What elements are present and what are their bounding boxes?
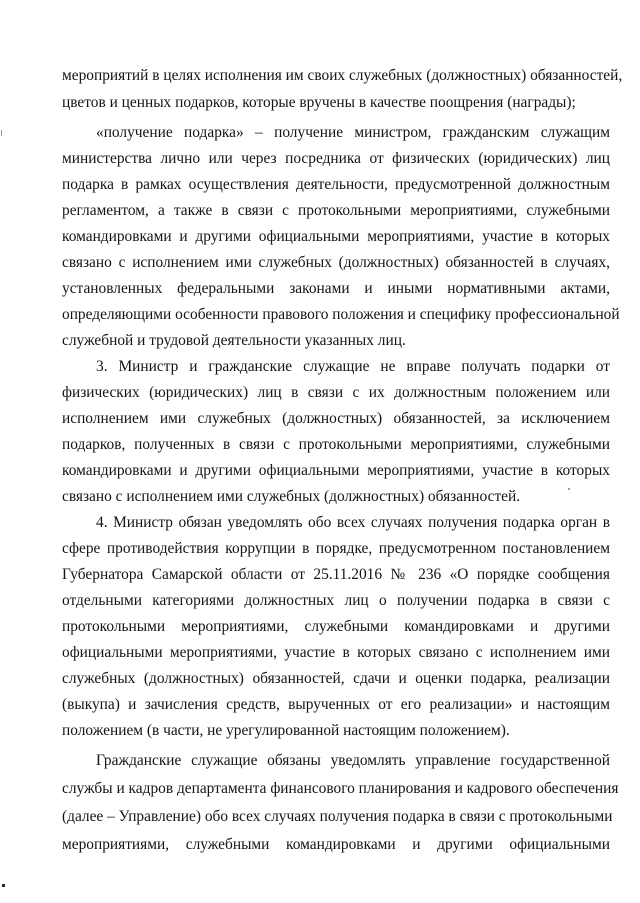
text-line: подарка в рамках осуществления деятельности, предусмотренной должностным (62, 176, 610, 193)
text-line: регламентом, а также в связи с протокольными мероприятиями, служебными (62, 202, 610, 219)
text-line: министерства лично или через посредника от физических (юридических) лиц (62, 150, 610, 167)
text-line: установленных федеральными законами и иными нормативными актами, (62, 280, 610, 297)
text-line: физических (юридических) лиц в связи с их должностным положением или (62, 384, 610, 401)
scan-artifact (568, 488, 570, 490)
text-line: исполнением ими служебных (должностных) обязанностей, за исключением (62, 410, 610, 427)
text-line: мероприятиями, служебными командировками и другими официальными (62, 836, 610, 853)
text-line: 4. Министр обязан уведомлять обо всех случаях получения подарка орган в (96, 514, 610, 531)
text-line: протокольными мероприятиями, служебными командировками и другими (62, 618, 610, 635)
text-line: (далее – Управление) обо всех случаях получения подарка в связи с протокольными (62, 808, 613, 825)
text-line: (выкупа) и зачисления средств, вырученных от его реализации» и настоящим (62, 696, 610, 713)
scan-artifact (2, 884, 5, 887)
text-line: «получение подарка» – получение министром, гражданским служащим (96, 124, 610, 141)
text-line: сфере противодействия коррупции в порядке, предусмотренном постановлением (62, 540, 610, 557)
text-line: Гражданские служащие обязаны уведомлять управление государственной (96, 752, 610, 769)
text-line: служебных (должностных) обязанностей, сдачи и оценки подарка, реализации (62, 670, 610, 687)
text-line: связано с исполнением ими служебных (должностных) обязанностей. (62, 488, 521, 505)
text-line: цветов и ценных подарков, которые вручены в качестве поощрения (награды); (62, 94, 576, 111)
text-line: служебной и трудовой деятельности указанных лиц. (62, 332, 406, 349)
text-line: положением (в части, не урегулированной настоящим положением). (62, 722, 510, 739)
text-line: подарков, полученных в связи с протокольными мероприятиями, служебными (62, 436, 610, 453)
scan-artifact (1, 130, 2, 136)
text-line: официальными мероприятиями, участие в которых связано с исполнением ими (62, 644, 610, 661)
text-line: отдельными категориями должностных лиц о получении подарка в связи с (62, 592, 610, 609)
text-line: мероприятий в целях исполнения им своих служебных (должностных) обязанностей, (62, 67, 623, 84)
text-line: 3. Министр и гражданские служащие не вправе получать подарки от (96, 358, 610, 375)
text-line: связано с исполнением ими служебных (должностных) обязанностей в случаях, (62, 254, 610, 271)
text-line: службы и кадров департамента финансового планирования и кадрового обеспечения (62, 780, 619, 797)
text-line: определяющими особенности правового положения и специфику профессиональной (62, 306, 620, 323)
text-line: Губернатора Самарской области от 25.11.2016 № 236 «О порядке сообщения (62, 566, 610, 583)
text-line: командировками и другими официальными мероприятиями, участие в которых (62, 228, 610, 245)
text-line: командировками и другими официальными мероприятиями, участие в которых (62, 462, 610, 479)
